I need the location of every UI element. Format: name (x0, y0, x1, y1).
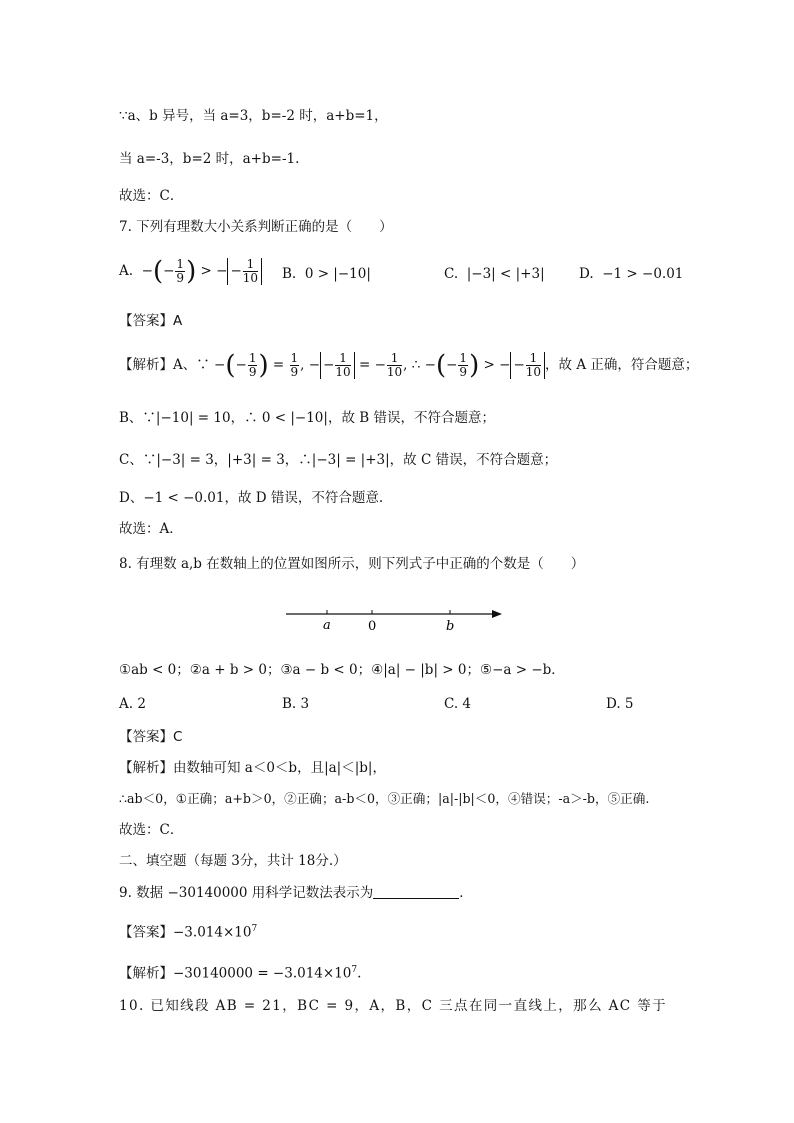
option-text: |−3| < |+3| (466, 266, 545, 282)
explanation-9 (119, 960, 361, 984)
q8-statements: ①ab < 0；②a + b > 0；③a − b < 0；④|a| − |b| > 0；⑤−a > −b． (119, 662, 565, 678)
option-label: A. (119, 263, 134, 279)
explanation-prefix: 【解析】A、∵ − (119, 357, 226, 373)
fraction (243, 258, 258, 285)
label-a: a (323, 618, 331, 633)
numerator: 1 (387, 352, 402, 366)
denominator: 9 (176, 271, 185, 285)
denominator: 10 (386, 365, 403, 379)
numerator: 1 (290, 351, 299, 365)
answer-tag: 【答案】 (119, 924, 173, 941)
q7-option-a: A. −(− $\frac{1}{9}$ ) > − − $\frac{1}{10}$ (119, 258, 262, 285)
label-b: b (446, 619, 455, 634)
q7-selection: 故选：A． (119, 521, 183, 537)
numerator: 1 (243, 258, 258, 272)
answer-8: 【答案】C (119, 729, 183, 745)
option-text: 0 > |−10| (304, 266, 371, 282)
option-text: −1 > −0.01 (602, 266, 684, 282)
numerator: 1 (526, 352, 541, 366)
label-zero: 0 (368, 619, 377, 634)
numerator: 1 (248, 351, 257, 365)
answer-9 (119, 919, 257, 943)
q7-explanation-a: 【解析】A、∵ −(− $\frac{1}{9}$ ) = $\frac{1}{9}$ , − − $\frac{1}{10}$ = − $\frac{1}{10}$ , ∴ −(− $\frac{1}{9}$ ) > − − $\frac{1}{10}$ ，故 A 正确，符合题意； (119, 350, 699, 381)
fraction (290, 352, 300, 379)
q7-option-c (444, 264, 545, 284)
denominator: 10 (335, 365, 351, 379)
fraction (335, 352, 350, 379)
q8-option-c: C. 4 (444, 696, 472, 712)
text-line: 故选：C． (119, 188, 184, 204)
explanation-suffix: ，故 A 正确，符合题意； (545, 357, 699, 373)
option-label: D. (579, 266, 594, 282)
q7-explanation-c: C、∵|−3| = 3，|+3| = 3，∴|−3| = |+3|，故 C 错误，不符合题意； (119, 452, 558, 468)
question-7: 7. 下列有理数大小关系判断正确的是（ ） (119, 219, 393, 235)
axis-arrow-icon (492, 610, 502, 618)
answer-7: 【答案】A (119, 313, 183, 329)
numerator: 1 (459, 351, 468, 365)
explanation-end: . (357, 965, 362, 982)
text-line: 当 a=-3，b=2 时，a+b=-1. (119, 151, 300, 167)
denominator: 9 (290, 365, 299, 379)
fraction (387, 352, 402, 379)
q7-option-d (579, 264, 683, 284)
denominator: 10 (525, 365, 542, 379)
answer-blank (373, 884, 459, 899)
numerator: 1 (335, 352, 350, 366)
text-line: ∵a、b 异号，当 a=3，b=-2 时，a+b=1， (119, 108, 388, 124)
section-heading: 二、填空题（每题 3分，共计 18分.） (119, 853, 347, 869)
q7-option-b (282, 264, 371, 284)
answer-value: −3.014×10 (173, 924, 252, 941)
q8-option-d: D. 5 (606, 696, 634, 712)
denominator: 9 (459, 365, 468, 379)
explanation-tag: 【解析】 (119, 965, 173, 982)
number-line-figure (280, 600, 520, 636)
numerator: 1 (176, 257, 185, 271)
q8-explanation-1: 【解析】由数轴可知 a＜0＜b，且|a|＜|b|， (119, 760, 386, 776)
q8-option-a: A. 2 (119, 696, 146, 712)
q8-explanation-2: ∴ab＜0，①正确；a+b＞0，②正确；a-b＜0，③正确；|a|-|b|＜0，④错误；-a＞-b，⑤正确. (119, 791, 650, 806)
exponent: 7 (251, 924, 258, 934)
option-label: B. (282, 266, 297, 282)
exponent: 7 (351, 965, 358, 975)
question-10: 10. 已知线段 AB = 21，BC = 9，A，B，C 三点在同一直线上，那么 AC 等于 (119, 998, 668, 1014)
q8-option-b: B. 3 (282, 696, 310, 712)
denominator: 9 (248, 365, 257, 379)
question-9 (119, 883, 473, 903)
q8-selection: 故选：C． (119, 822, 184, 838)
question-text: 9. 数据 −30140000 用科学记数法表示为 (119, 885, 374, 901)
question-8: 8. 有理数 a,b 在数轴上的位置如图所示，则下列式子中正确的个数是（ ） (119, 556, 585, 572)
question-end: ． (459, 885, 473, 901)
fraction (458, 352, 468, 379)
q7-explanation-d: D、−1 < −0.01，故 D 错误，不符合题意. (119, 490, 384, 506)
denominator: 10 (242, 271, 259, 285)
option-label: C. (444, 266, 459, 282)
fraction (175, 258, 185, 285)
fraction (526, 352, 541, 379)
fraction (248, 352, 258, 379)
explanation-value: −30140000 = −3.014×10 (173, 965, 352, 982)
q7-explanation-b: B、∵|−10| = 10，∴ 0 < |−10|，故 B 错误，不符合题意； (119, 410, 495, 426)
